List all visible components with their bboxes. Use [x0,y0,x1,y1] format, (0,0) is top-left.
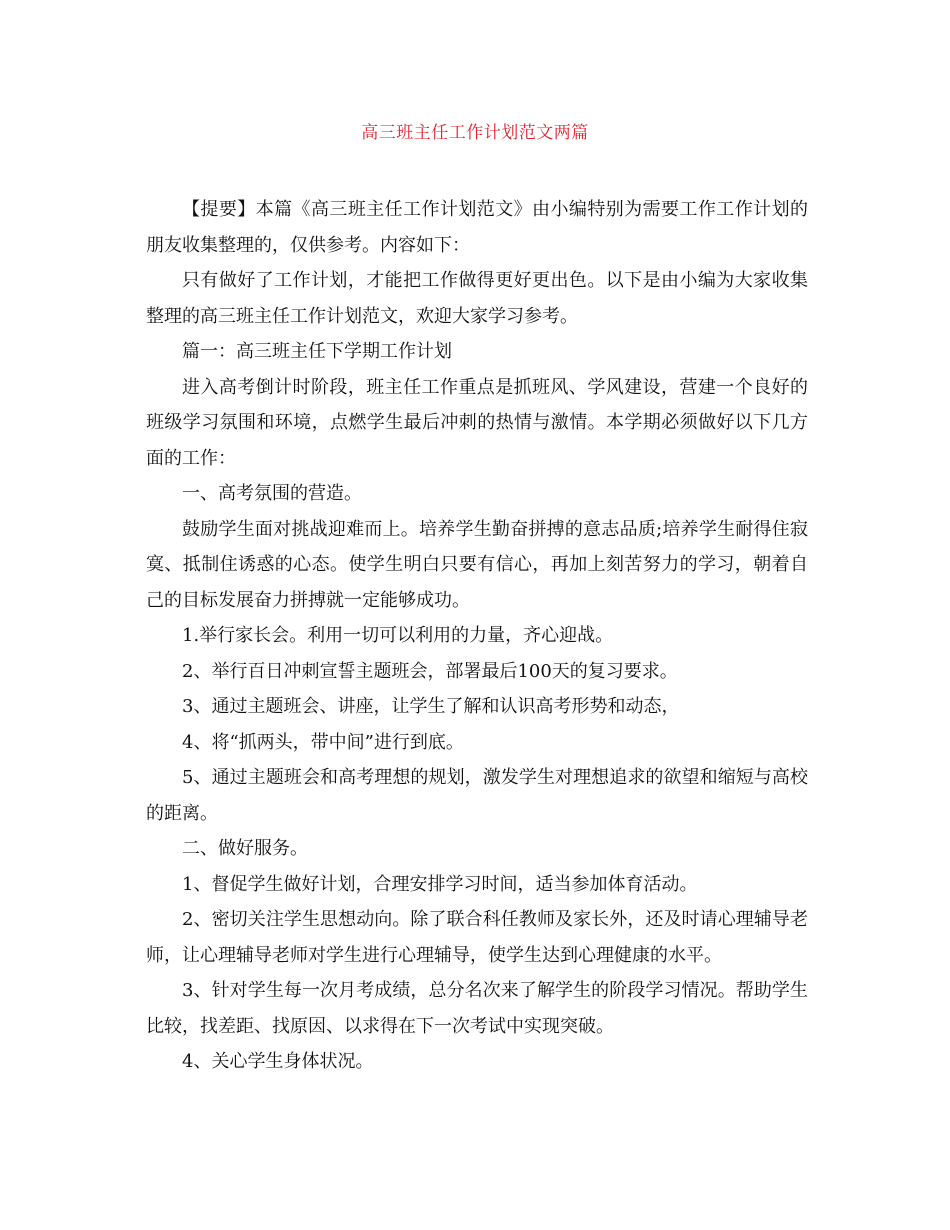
paragraph-summary: 【提要】本篇《高三班主任工作计划范文》由小编特别为需要工作工作计划的朋友收集整理的，仅供参考。内容如下： [146,199,808,256]
list-item-4: 4、将“抓两头，带中间”进行到底。 [182,731,464,753]
document-body [146,192,808,1080]
list-item-1: 1.举行家长会。利用一切可以利用的力量，齐心迎战。 [182,625,614,646]
paragraph-overview: 进入高考倒计时阶段，班主任工作重点是抓班风、学风建设，营建一个良好的班级学习氛围和环境，点燃学生最后冲刺的热情与激情。本学期必须做好以下几方面的工作： [146,376,808,469]
service-item-1: 1、督促学生做好计划，合理安排学习时间，适当参加体育活动。 [182,873,698,895]
paragraph-intro: 只有做好了工作计划，才能把工作做得更好更出色。以下是由小编为大家收集整理的高三班主任工作计划范文，欢迎大家学习参考。 [146,270,808,327]
section-heading-atmosphere: 一、高考氛围的营造。 [182,483,362,504]
paragraph-encourage: 鼓励学生面对挑战迎难而上。培养学生勤奋拼搏的意志品质;培养学生耐得住寂寞、抵制住诱惑的心态。使学生明白只要有信心，再加上刻苦努力的学习，朝着自己的目标发展奋力拼搏就一定能够成功。 [146,518,808,611]
list-item-5: 5、通过主题班会和高考理想的规划，激发学生对理想追求的欲望和缩短与高校的距离。 [146,767,808,824]
service-item-3: 3、针对学生每一次月考成绩，总分名次来了解学生的阶段学习情况。帮助学生比较，找差距、找原因、以求得在下一次考试中实现突破。 [146,980,808,1037]
list-item-3: 3、通过主题班会、讲座，让学生了解和认识高考形势和动态， [182,696,680,717]
list-item-2: 2、举行百日冲刺宣誓主题班会，部署最后100天的复习要求。 [182,660,678,682]
section-heading-service: 二、做好服务。 [182,838,308,859]
document-title: 高三班主任工作计划范文两篇 [361,123,589,143]
service-item-4: 4、关心学生身体状况。 [182,1051,374,1072]
paragraph-heading-part-one: 篇一：高三班主任下学期工作计划 [182,341,452,362]
service-item-2: 2、密切关注学生思想动向。除了联合科任教师及家长外，还及时请心理辅导老师，让心理辅导老师对学生进行心理辅导，使学生达到心理健康的水平。 [146,909,808,966]
